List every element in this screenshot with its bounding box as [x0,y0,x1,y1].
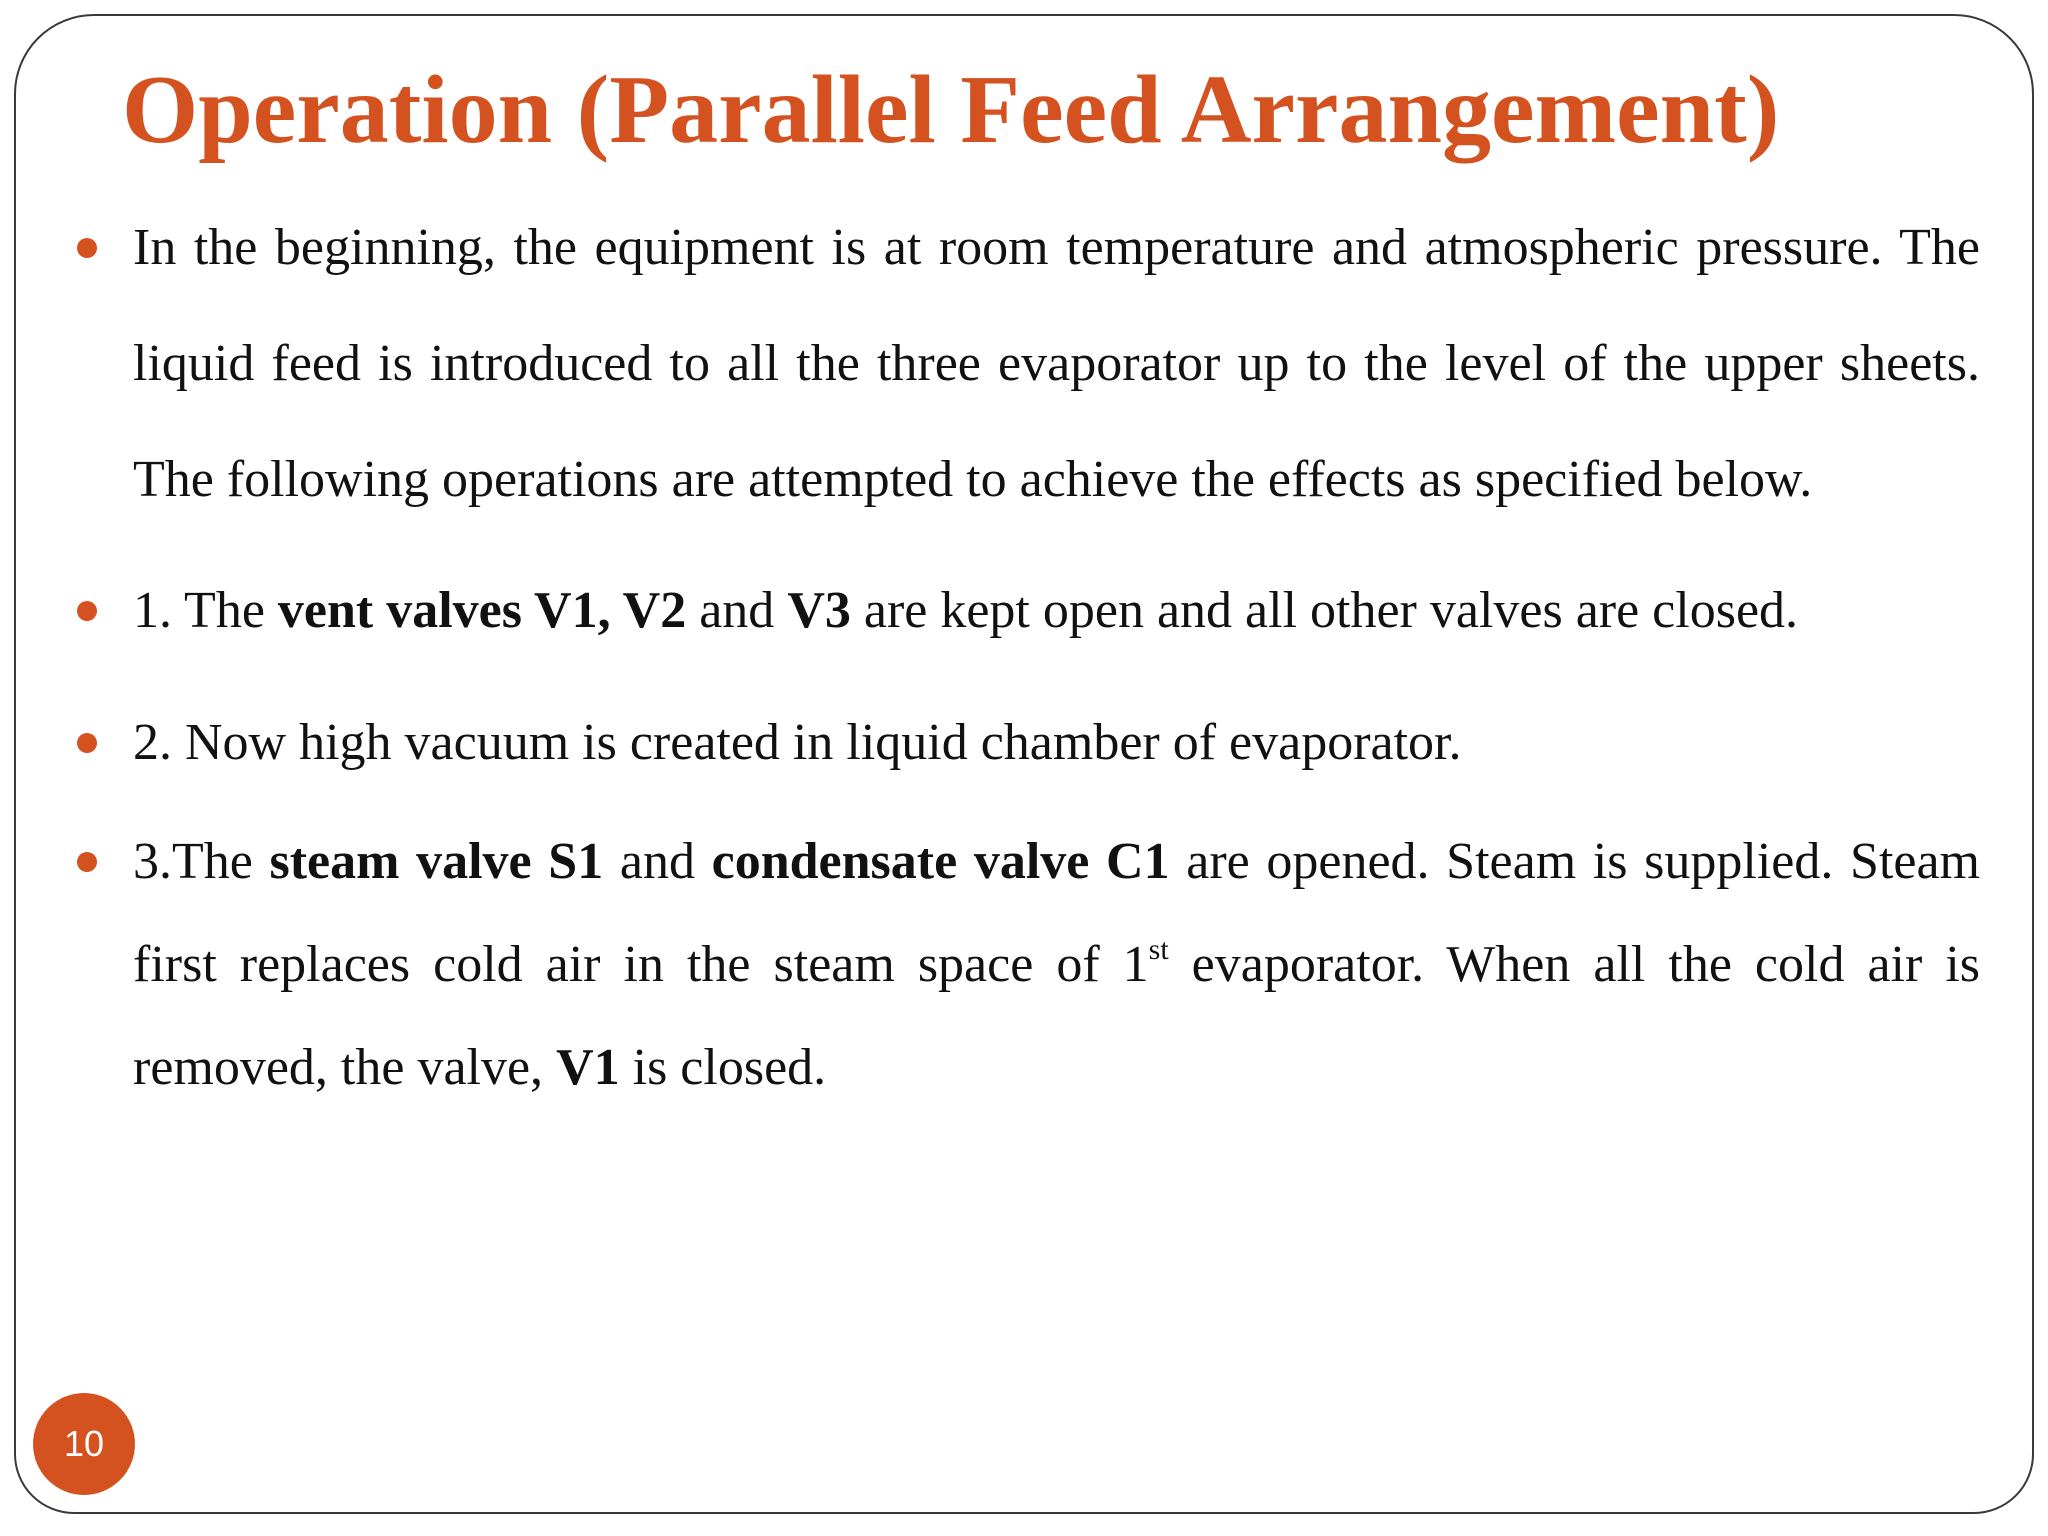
bullet-dot-icon [77,733,97,753]
bullet-dot-icon [77,238,97,258]
bullet-step-3 [70,810,1980,1119]
bullet-dot-icon [77,601,97,621]
bullet-step-2 [70,685,1980,801]
bullet-text: 2. Now high vacuum is created in liquid chamber of evaporator. [133,714,1462,771]
slide-title: Operation (Parallel Feed Arrangement) [122,56,1780,164]
bullet-text: 3.The steam valve S1 and condensate valve C1 are opened. Steam is supplied. Steam first replaces cold air in the steam space of 1st evaporator. When all the cold air is removed, the valve, V1 is closed. [133,833,1981,1096]
bullet-text: In the beginning, the equipment is at room temperature and atmospheric pressure. The liquid feed is introduced to all the three evaporator up to the level of the upper sheets. The following operations are attempted to achieve the effects as specified below. [133,219,1980,508]
bullet-list [70,190,1980,1119]
bullet-text: 1. The vent valves V1, V2 and V3 are kept open and all other valves are closed. [133,582,1799,639]
page-number-badge: 10 [33,1393,135,1495]
bullet-intro [70,190,1980,538]
bullet-step-1 [70,553,1980,669]
bullet-dot-icon [77,852,97,872]
